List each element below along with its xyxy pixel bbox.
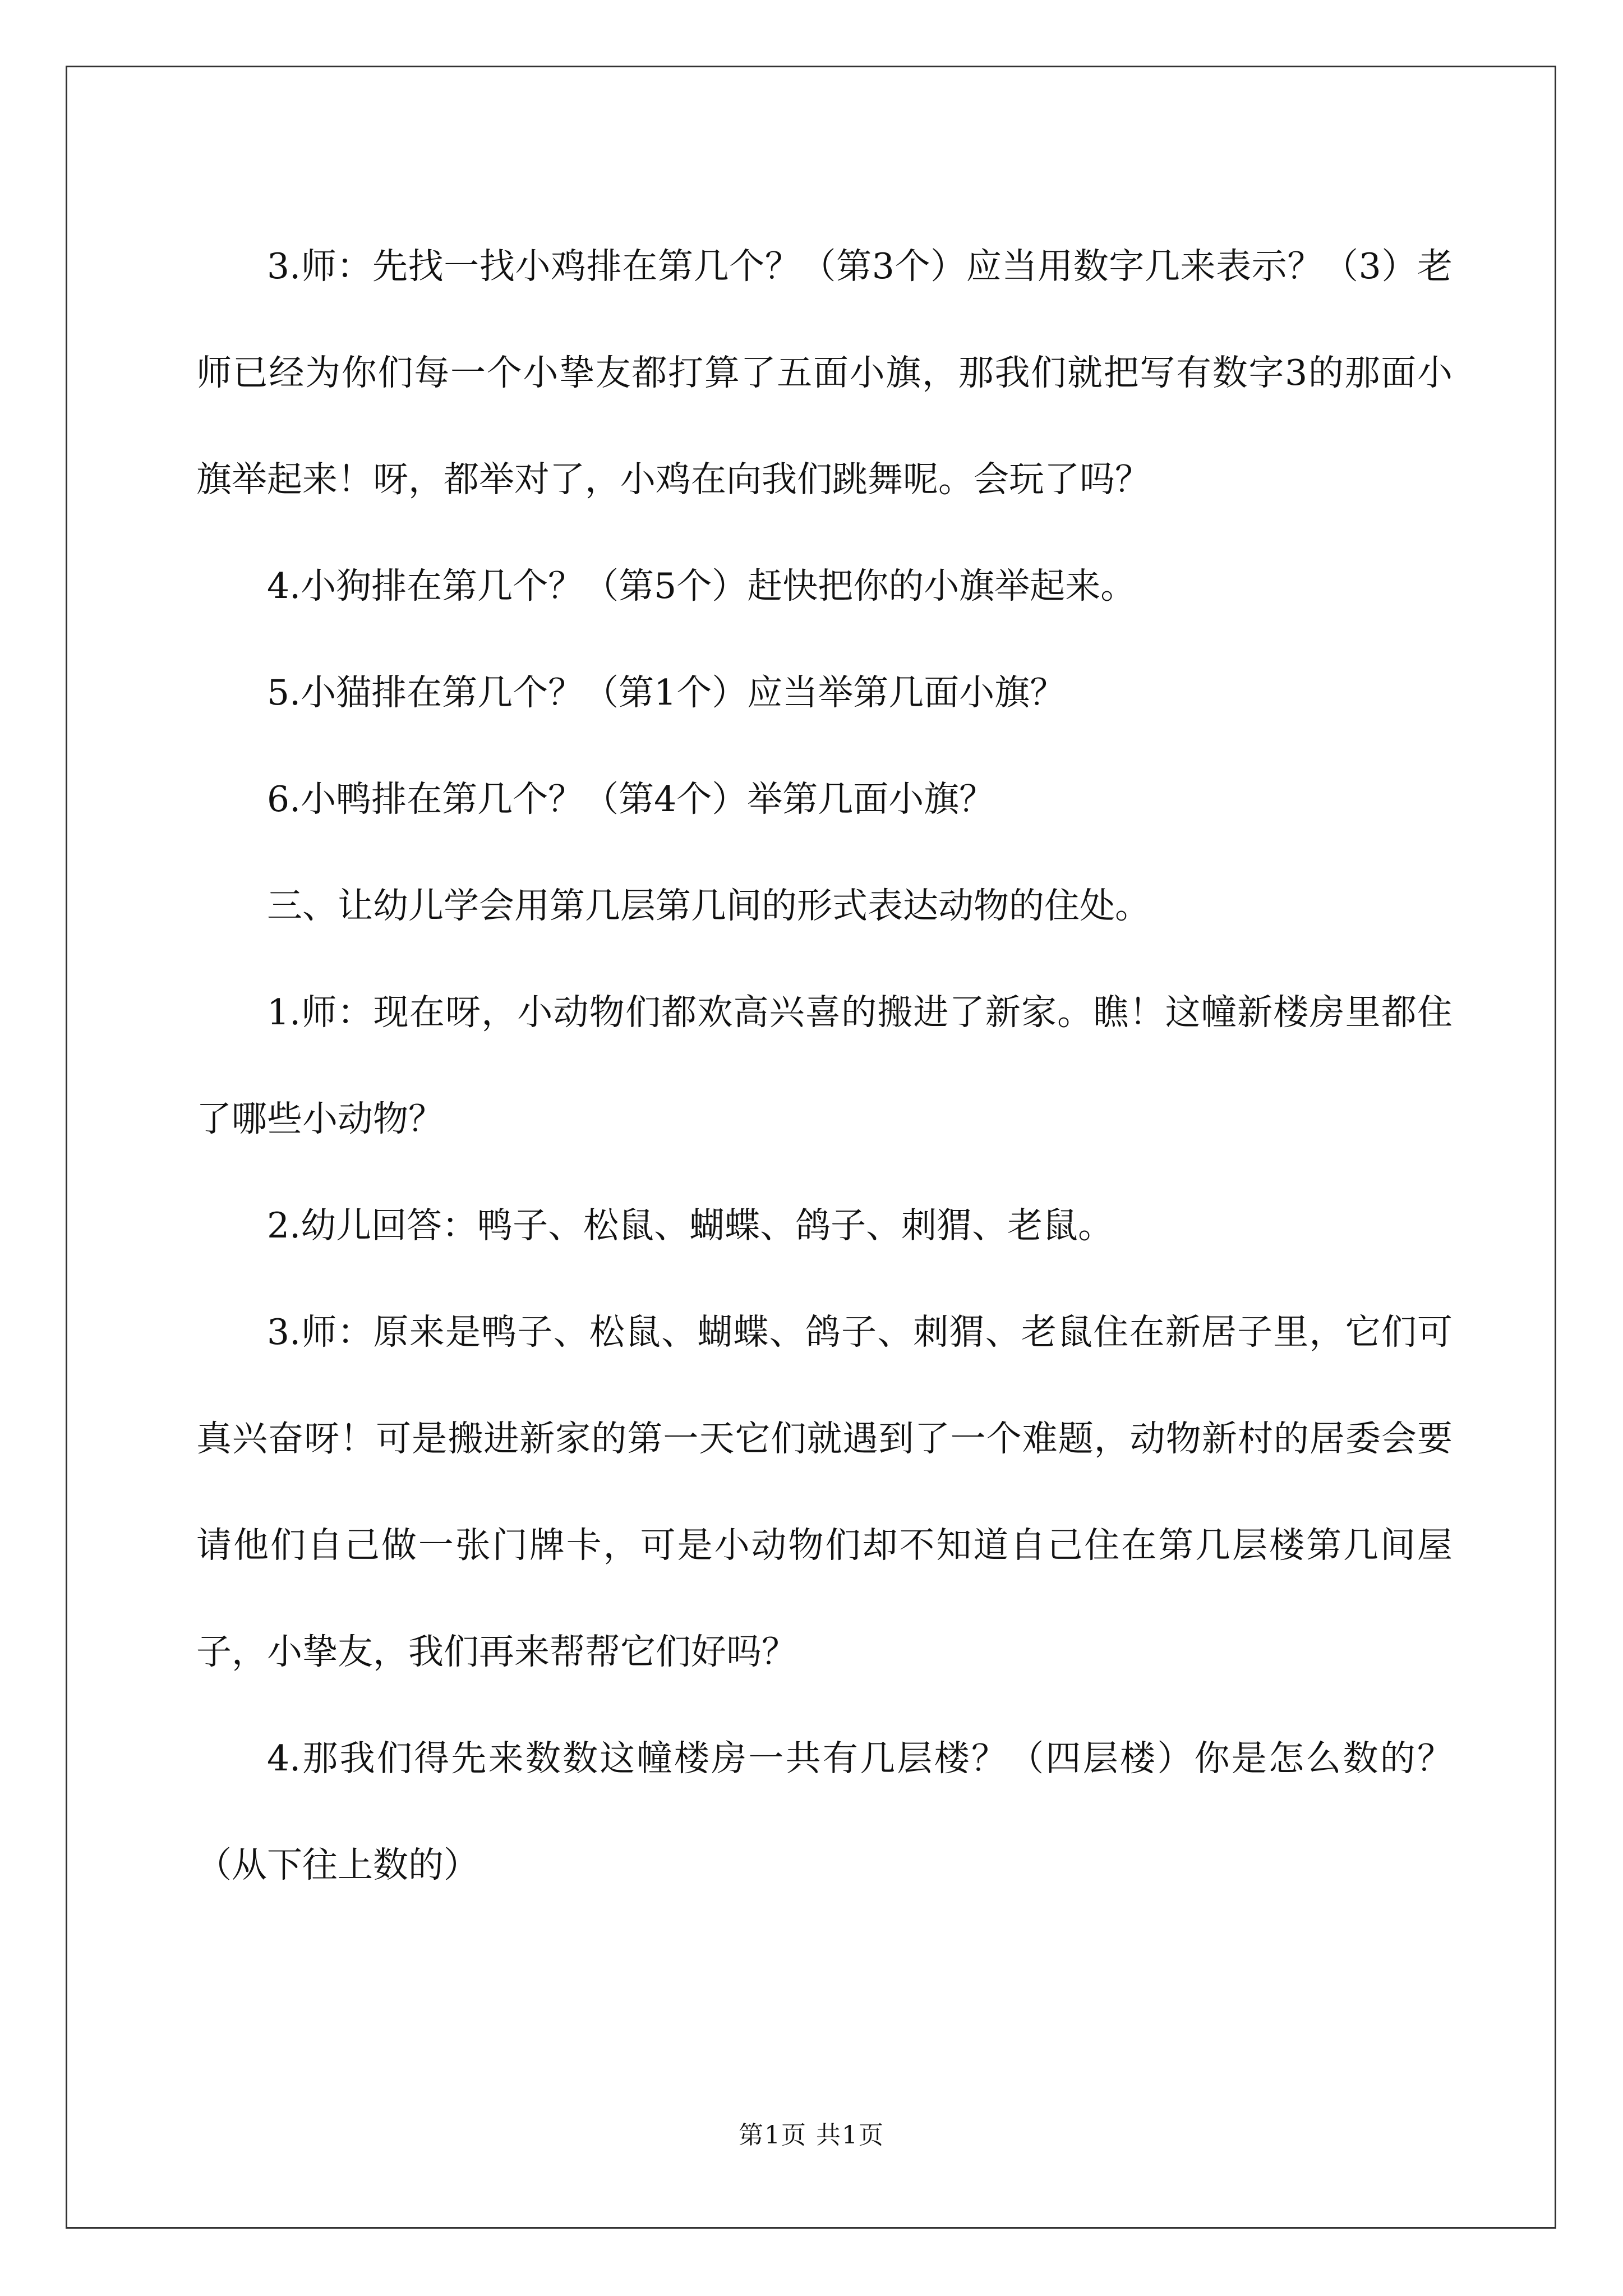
paragraph: 4.那我们得先来数数这幢楼房一共有几层楼？（四层楼）你是怎么数的？（从下往上数的） (196, 1738, 1453, 1885)
paragraph: 5.小猫排在第几个？（第1个）应当举第几面小旗？ (267, 672, 1066, 713)
paragraph: 6.小鸭排在第几个？（第4个）举第几面小旗？ (267, 779, 995, 820)
page-footer: 第1页 共1页 (739, 2121, 884, 2150)
paragraph: 三、让幼儿学会用第几层第几间的形式表达动物的住处。 (267, 885, 1150, 926)
paragraph: 3.师：原来是鸭子、松鼠、蝴蝶、鸽子、刺猬、老鼠住在新居子里，它们可真兴奋呀！可是搬进新家的第一天它们就遇到了一个难题，动物新村的居委会要请他们自己做一张门牌卡，可是小动物们却不知道自己住在第几层楼第几间屋子，小挚友，我们再来帮帮它们好吗？ (196, 1312, 1453, 1672)
document-body (196, 213, 1453, 1918)
paragraph: 3.师：先找一找小鸡排在第几个？（第3个）应当用数字几来表示？（3）老师已经为你们每一个小挚友都打算了五面小旗，那我们就把写有数字3的那面小旗举起来！呀，都举对了，小鸡在向我们跳舞呢。会玩了吗？ (196, 246, 1453, 500)
paragraph: 2.幼儿回答：鸭子、松鼠、蝴蝶、鸽子、刺猬、老鼠。 (267, 1205, 1114, 1246)
paragraph: 4.小狗排在第几个？（第5个）赶快把你的小旗举起来。 (267, 565, 1136, 606)
paragraph: 1.师：现在呀，小动物们都欢高兴喜的搬进了新家。瞧！这幢新楼房里都住了哪些小动物？ (196, 992, 1453, 1139)
